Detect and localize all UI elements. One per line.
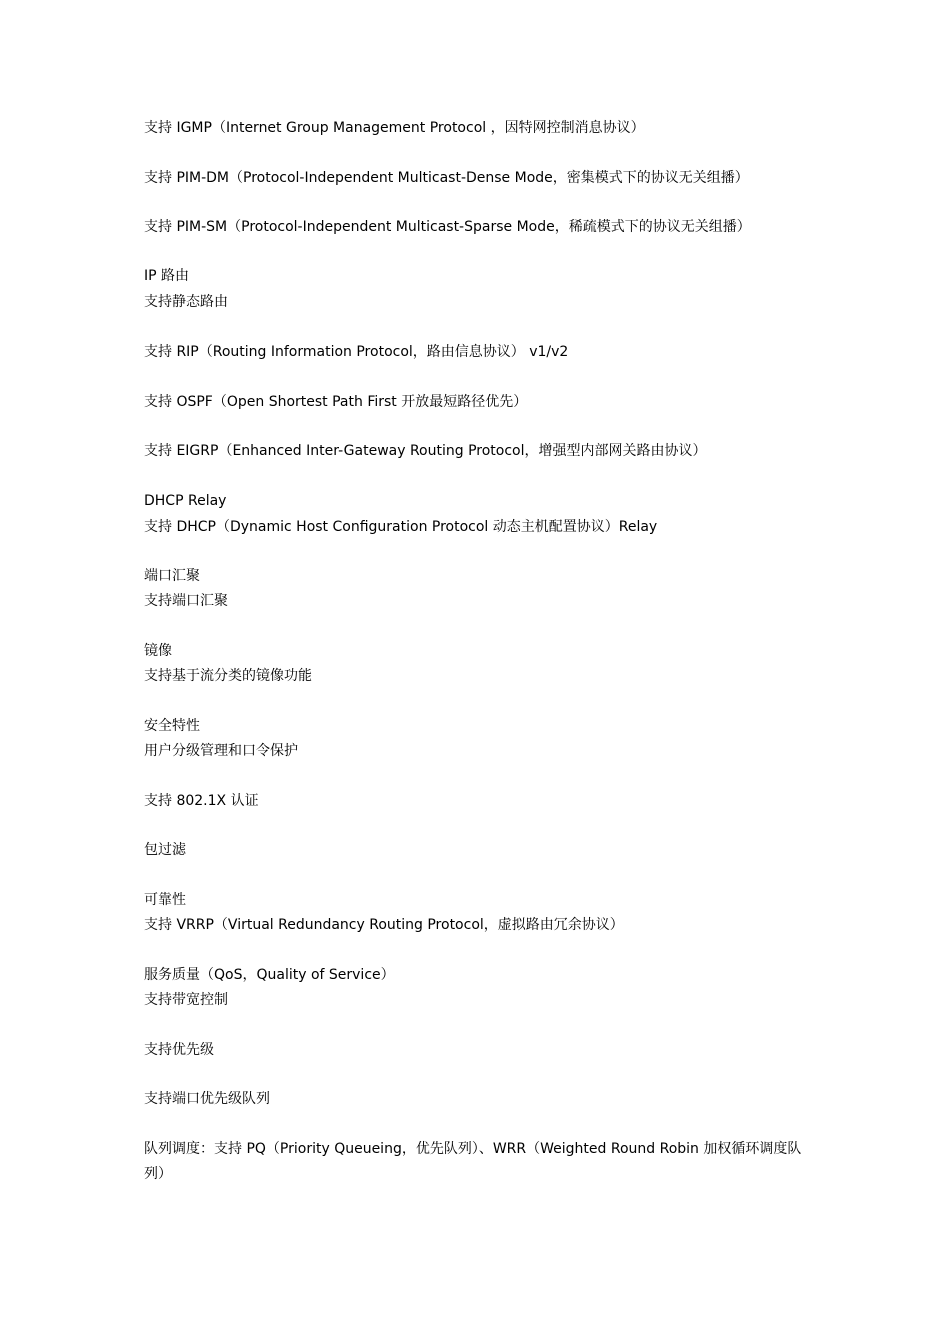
feature-static-routing: 支持静态路由 — [144, 294, 228, 310]
section-heading-ip-routing: IP 路由 — [144, 268, 190, 284]
feature-pim-sm: 支持 PIM-SM（Protocol-Independent Multicast-Sparse Mode，稀疏模式下的协议无关组播） — [144, 219, 751, 235]
section-heading-port-aggregation: 端口汇聚 — [144, 568, 200, 584]
section-heading-qos: 服务质量（QoS，Quality of Service） — [144, 967, 395, 983]
feature-user-management: 用户分级管理和口令保护 — [144, 743, 298, 759]
feature-eigrp: 支持 EIGRP（Enhanced Inter-Gateway Routing Protocol，增强型内部网关路由协议） — [144, 443, 707, 459]
feature-port-priority-queue: 支持端口优先级队列 — [144, 1091, 270, 1107]
feature-queue-scheduling: 队列调度：支持 PQ（Priority Queueing，优先队列）、WRR（Weighted Round Robin 加权循环调度队列） — [144, 1141, 802, 1182]
feature-port-aggregation: 支持端口汇聚 — [144, 593, 228, 609]
section-heading-dhcp-relay: DHCP Relay — [144, 493, 227, 509]
feature-priority: 支持优先级 — [144, 1042, 214, 1058]
section-heading-mirroring: 镜像 — [144, 643, 172, 659]
section-heading-reliability: 可靠性 — [144, 892, 186, 908]
feature-igmp: 支持 IGMP（Internet Group Management Protocol ，因特网控制消息协议） — [144, 120, 645, 136]
feature-rip: 支持 RIP（Routing Information Protocol，路由信息协议） v1/v2 — [144, 344, 569, 360]
section-heading-security: 安全特性 — [144, 718, 200, 734]
feature-pim-dm: 支持 PIM-DM（Protocol-Independent Multicast-Dense Mode，密集模式下的协议无关组播） — [144, 170, 749, 186]
feature-bandwidth-control: 支持带宽控制 — [144, 992, 228, 1008]
feature-802-1x: 支持 802.1X 认证 — [144, 793, 259, 809]
feature-vrrp: 支持 VRRP（Virtual Redundancy Routing Protocol，虚拟路由冗余协议） — [144, 917, 624, 933]
feature-dhcp-relay: 支持 DHCP（Dynamic Host Configuration Protocol 动态主机配置协议）Relay — [144, 519, 658, 535]
feature-ospf: 支持 OSPF（Open Shortest Path First 开放最短路径优先） — [144, 394, 528, 410]
feature-flow-mirroring: 支持基于流分类的镜像功能 — [144, 668, 312, 684]
feature-packet-filtering: 包过滤 — [144, 842, 186, 858]
